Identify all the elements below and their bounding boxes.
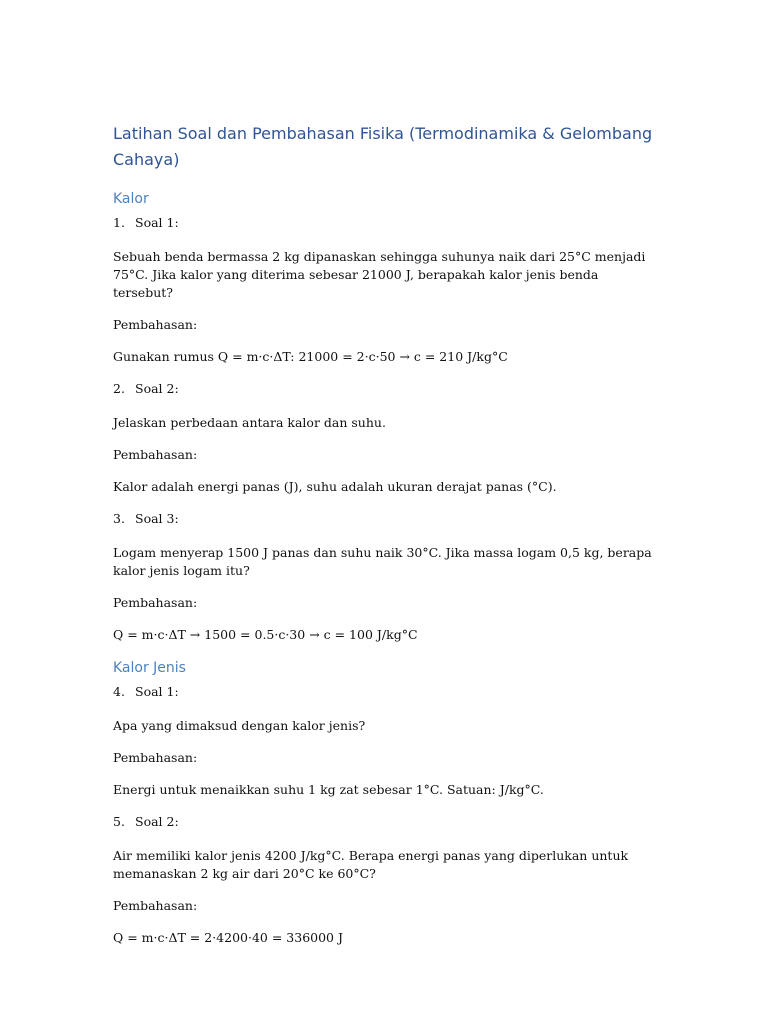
question-text: Logam menyerap 1500 J panas dan suhu naik 30°C. Jika massa logam 0,5 kg, berapa kalor jenis logam itu?: [113, 545, 652, 578]
question-block: [113, 683, 653, 799]
question-number: 2.: [113, 381, 125, 396]
discussion-label: Pembahasan:: [113, 447, 198, 462]
answer-text: Q = m·c·ΔT → 1500 = 0.5·c·30 → c = 100 J/kg°C: [113, 627, 418, 642]
answer-text: Kalor adalah energi panas (J), suhu adalah ukuran derajat panas (°C).: [113, 479, 557, 494]
document-page: [113, 121, 653, 961]
discussion-label: Pembahasan:: [113, 317, 198, 332]
question-label: [113, 813, 653, 831]
question-number: 4.: [113, 684, 125, 699]
question-label: [113, 510, 653, 528]
question-title: Soal 2:: [135, 814, 179, 829]
discussion-label: Pembahasan:: [113, 898, 198, 913]
answer-text: Gunakan rumus Q = m·c·ΔT: 21000 = 2·c·50 → c = 210 J/kg°C: [113, 349, 508, 364]
question-text: Apa yang dimaksud dengan kalor jenis?: [113, 718, 366, 733]
question-label: [113, 683, 653, 701]
question-text: Air memiliki kalor jenis 4200 J/kg°C. Berapa energi panas yang diperlukan untuk memanaskan 2 kg air dari 20°C ke 60°C?: [113, 848, 629, 881]
question-title: Soal 3:: [135, 511, 179, 526]
answer-text: Q = m·c·ΔT = 2·4200·40 = 336000 J: [113, 930, 343, 945]
question-number: 1.: [113, 215, 125, 230]
discussion-label: Pembahasan:: [113, 595, 198, 610]
question-text: Jelaskan perbedaan antara kalor dan suhu.: [113, 415, 386, 430]
question-number: 3.: [113, 511, 125, 526]
discussion-label: Pembahasan:: [113, 750, 198, 765]
question-text: Sebuah benda bermassa 2 kg dipanaskan sehingga suhunya naik dari 25°C menjadi 75°C. Jika kalor yang diterima sebesar 21000 J, berapakah kalor jenis benda tersebut?: [113, 249, 646, 300]
section-heading-kalor: Kalor: [113, 191, 149, 207]
question-number: 5.: [113, 814, 125, 829]
question-block: [113, 214, 653, 366]
document-title: Latihan Soal dan Pembahasan Fisika (Termodinamika & Gelombang Cahaya): [113, 124, 653, 169]
question-block: [113, 510, 653, 644]
section-heading-kalor-jenis: Kalor Jenis: [113, 660, 186, 676]
question-title: Soal 1:: [135, 215, 179, 230]
question-label: [113, 380, 653, 398]
answer-text: Energi untuk menaikkan suhu 1 kg zat sebesar 1°C. Satuan: J/kg°C.: [113, 782, 544, 797]
question-block: [113, 380, 653, 496]
question-title: Soal 2:: [135, 381, 179, 396]
question-block: [113, 813, 653, 947]
question-title: Soal 1:: [135, 684, 179, 699]
question-label: [113, 214, 653, 232]
